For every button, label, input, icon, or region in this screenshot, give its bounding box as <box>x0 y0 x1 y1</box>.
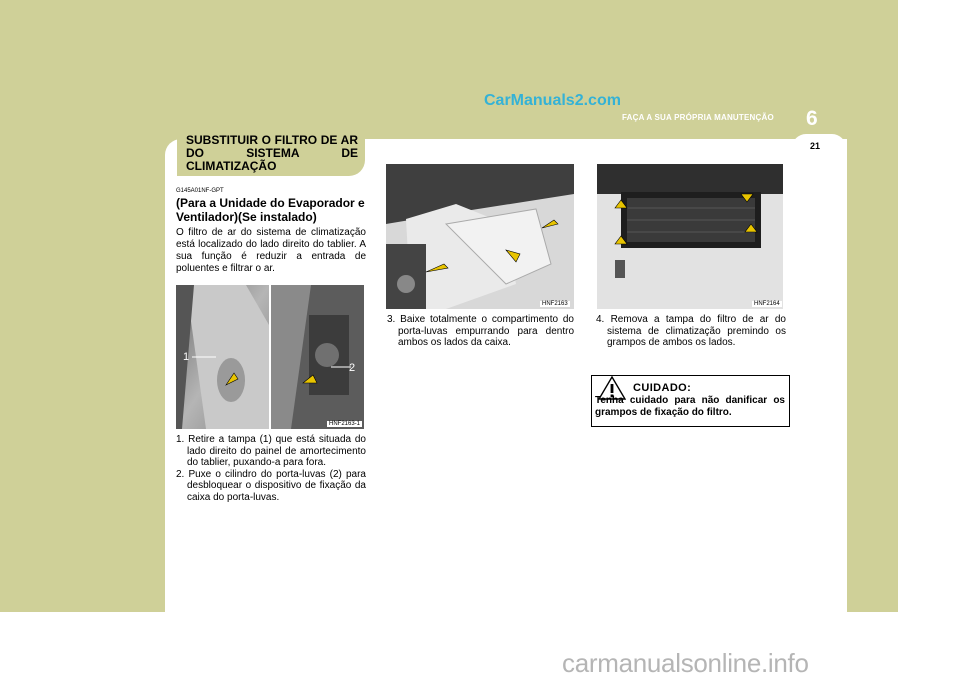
step-1: 1. Retire a tampa (1) que está situada do lado direito do painel de amortecimento do tablier, puxando-a para fora. <box>176 434 366 468</box>
photo-glovebox-lowered <box>386 164 574 309</box>
footer-watermark-link[interactable]: carmanualsonline.info <box>562 648 809 678</box>
chapter-title: FAÇA A SUA PRÓPRIA MANUTENÇÃO <box>622 113 774 122</box>
page-number: 21 <box>810 141 821 151</box>
steps-list-4 <box>596 314 786 349</box>
photo-filter-cover <box>597 164 783 309</box>
figure-caption-1: HNF2163-1 <box>329 421 361 427</box>
caution-title: CUIDADO: <box>633 382 692 394</box>
callout-label-1: 1 <box>183 351 190 363</box>
figure-caption-3: HNF2164 <box>754 301 780 307</box>
caution-box <box>591 375 790 427</box>
dashboard-cover-illustration <box>176 285 269 429</box>
step-2: 2. Puxe o cilindro do porta-luvas (2) para desbloquear o dispositivo de fixação da caixa do porta-luvas. <box>176 468 366 503</box>
site-watermark-link[interactable]: CarManuals2.com <box>484 92 621 109</box>
section-subheading: (Para a Unidade do Evaporador e Ventilador)(Se instalado) <box>176 196 365 224</box>
caution-text: Tenha cuidado para não danificar os grampos de fixação do filtro. <box>595 395 785 418</box>
section-code: G145A01NF-GPT <box>176 188 224 194</box>
chapter-number: 6 <box>806 107 818 130</box>
glovebox-cylinder-illustration <box>271 285 364 429</box>
steps-list-3 <box>387 314 574 349</box>
filter-cover-illustration <box>597 164 783 309</box>
photo-glovebox-cylinder <box>271 285 364 429</box>
step-4: 4. Remova a tampa do filtro de ar do sistema de climatização premindo os grampos de ambos os lados. <box>596 314 786 348</box>
callout-label-2: 2 <box>349 362 356 374</box>
photo-dashboard-cover <box>176 285 269 429</box>
step-3: 3. Baixe totalmente o compartimento do porta-luvas empurrando para dentro ambos os lados da caixa. <box>387 314 574 348</box>
glovebox-lowered-illustration <box>386 164 574 309</box>
section-title: SUBSTITUIR O FILTRO DE AR DO SISTEMA DE CLIMATIZAÇÃO <box>186 133 358 173</box>
figure-caption-2: HNF2163 <box>542 301 568 307</box>
steps-list-1 <box>176 434 366 503</box>
section-title-box <box>177 130 365 176</box>
intro-paragraph: O filtro de ar do sistema de climatização está localizado do lado direito do tablier. A sua função é reduzir a entrada de poluentes e filtrar o ar. <box>176 227 366 274</box>
